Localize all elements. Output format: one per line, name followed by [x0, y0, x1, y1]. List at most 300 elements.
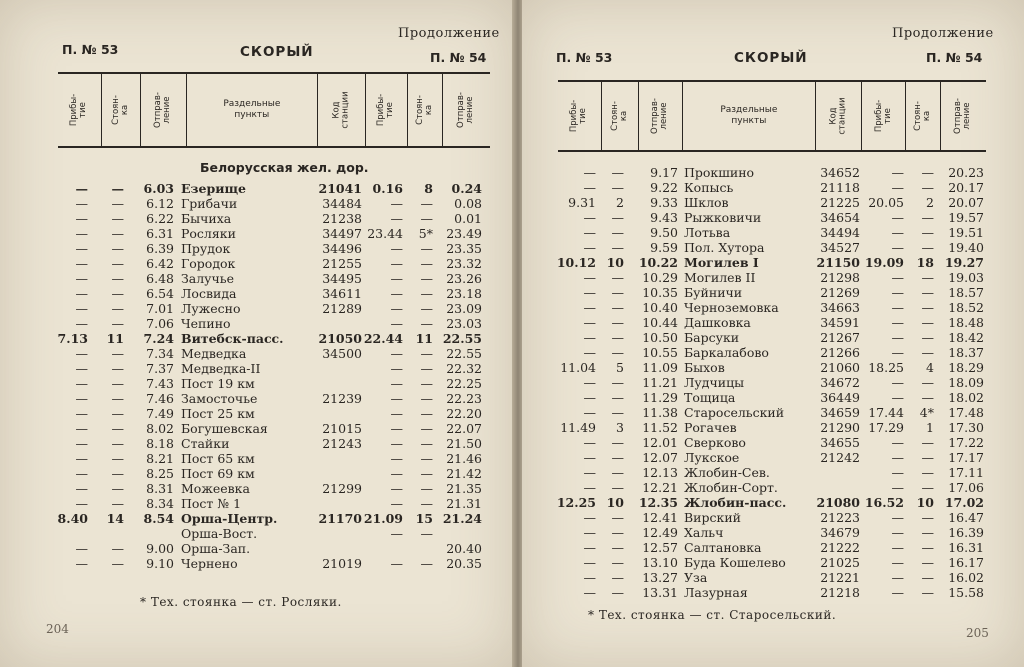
- table-row: [522, 210, 1024, 225]
- table-row: [522, 180, 1024, 195]
- train-type-title: СКОРЫЙ: [734, 50, 808, 66]
- cell-stop-return: —: [420, 436, 433, 451]
- cell-stop: —: [111, 421, 124, 436]
- cell-arrival: —: [75, 436, 88, 451]
- cell-station: Замосточье: [181, 391, 258, 406]
- header-departure: [141, 74, 187, 146]
- cell-arrival-return: —: [390, 346, 403, 361]
- cell-stop: —: [611, 450, 624, 465]
- table-row: [522, 540, 1024, 555]
- footnote: * Тех. стоянка — ст. Старосельский.: [588, 608, 837, 622]
- timetable-rows: [522, 165, 1024, 600]
- continuation-label: Продолжение: [892, 26, 994, 41]
- cell-stop-return: —: [420, 211, 433, 226]
- cell-code: 34652: [820, 165, 860, 180]
- cell-stop-return: —: [921, 450, 934, 465]
- cell-departure-return: 19.27: [944, 255, 984, 270]
- cell-departure-return: 17.22: [948, 435, 984, 450]
- cell-stop: —: [111, 226, 124, 241]
- table-row: [522, 420, 1024, 435]
- cell-code: 21239: [322, 391, 362, 406]
- cell-stop: —: [611, 285, 624, 300]
- cell-arrival-return: —: [390, 391, 403, 406]
- cell-stop-return: —: [420, 376, 433, 391]
- cell-stop-return: —: [921, 285, 934, 300]
- cell-departure: 9.17: [650, 165, 678, 180]
- table-row: [522, 255, 1024, 270]
- cell-arrival: —: [583, 435, 596, 450]
- cell-arrival: —: [583, 345, 596, 360]
- table-row: [0, 286, 514, 301]
- cell-station: Пост 65 км: [181, 451, 255, 466]
- cell-arrival: —: [75, 361, 88, 376]
- header-code: [318, 74, 366, 146]
- cell-departure-return: 15.58: [948, 585, 984, 600]
- cell-arrival-return: —: [390, 361, 403, 376]
- cell-arrival: —: [75, 301, 88, 316]
- cell-departure-return: 17.17: [948, 450, 984, 465]
- cell-stop: —: [611, 180, 624, 195]
- cell-arrival: —: [75, 226, 88, 241]
- cell-departure: 9.33: [650, 195, 678, 210]
- cell-arrival-return: 22.44: [363, 331, 403, 346]
- cell-departure: 8.25: [146, 466, 174, 481]
- cell-stop-return: —: [420, 481, 433, 496]
- cell-departure: 10.35: [642, 285, 678, 300]
- cell-code: 34611: [322, 286, 362, 301]
- table-row: [522, 360, 1024, 375]
- cell-station: Пол. Хутора: [684, 240, 765, 255]
- cell-arrival: —: [75, 241, 88, 256]
- cell-departure: 9.43: [650, 210, 678, 225]
- cell-code: 21289: [322, 301, 362, 316]
- cell-arrival: —: [583, 390, 596, 405]
- cell-stop: —: [611, 570, 624, 585]
- cell-stop: —: [111, 481, 124, 496]
- table-row: [522, 585, 1024, 600]
- cell-departure-return: 20.17: [948, 180, 984, 195]
- table-row: [522, 345, 1024, 360]
- train-number-left: П. № 53: [62, 42, 119, 57]
- header-departure-return: [941, 82, 986, 150]
- cell-departure: 9.50: [650, 225, 678, 240]
- cell-departure-return: 16.47: [948, 510, 984, 525]
- header-stop: [602, 82, 638, 150]
- cell-stop-return: —: [921, 180, 934, 195]
- cell-station: Витебск-пасс.: [181, 331, 284, 346]
- cell-arrival-return: —: [891, 375, 904, 390]
- cell-arrival: —: [583, 285, 596, 300]
- cell-code: 21080: [816, 495, 860, 510]
- cell-station: Стайки: [181, 436, 230, 451]
- cell-station: Медведка-II: [181, 361, 261, 376]
- cell-stop-return: —: [921, 570, 934, 585]
- cell-station: Лазурная: [684, 585, 748, 600]
- cell-arrival-return: 17.29: [868, 420, 904, 435]
- cell-station: Пост № 1: [181, 496, 242, 511]
- cell-arrival-return: —: [390, 241, 403, 256]
- cell-stop: 2: [616, 195, 624, 210]
- cell-arrival: —: [75, 271, 88, 286]
- cell-station: Орша-Центр.: [181, 511, 278, 526]
- cell-stop-return: —: [921, 165, 934, 180]
- cell-departure: 11.29: [642, 390, 678, 405]
- table-row: [522, 405, 1024, 420]
- table-row: [0, 361, 514, 376]
- cell-arrival: —: [75, 541, 88, 556]
- cell-departure: 7.37: [146, 361, 174, 376]
- train-number-left: П. № 53: [556, 50, 613, 65]
- cell-stop-return: 18: [916, 255, 934, 270]
- cell-stop-return: —: [921, 315, 934, 330]
- table-row: [522, 570, 1024, 585]
- cell-arrival-return: —: [891, 480, 904, 495]
- cell-arrival: —: [75, 211, 88, 226]
- cell-departure-return: 21.50: [446, 436, 482, 451]
- cell-code: 34495: [322, 271, 362, 286]
- header-label: Прибы- тие: [376, 93, 396, 127]
- cell-departure: 7.06: [146, 316, 174, 331]
- cell-departure: 11.38: [642, 405, 678, 420]
- cell-station: Прокшино: [684, 165, 755, 180]
- header-arrival-return: [366, 74, 408, 146]
- cell-stop-return: —: [921, 270, 934, 285]
- cell-arrival-return: —: [891, 435, 904, 450]
- header-label: Раздельные пункты: [720, 105, 778, 126]
- cell-departure: 12.21: [642, 480, 678, 495]
- cell-station: Жлобин-Сорт.: [684, 480, 778, 495]
- cell-departure-return: 17.11: [948, 465, 984, 480]
- cell-departure: 10.29: [642, 270, 678, 285]
- cell-arrival: —: [583, 180, 596, 195]
- header-departure: [639, 82, 683, 150]
- cell-departure-return: 18.09: [948, 375, 984, 390]
- cell-stop: —: [111, 196, 124, 211]
- cell-arrival: —: [583, 450, 596, 465]
- cell-arrival: —: [583, 210, 596, 225]
- cell-departure: 12.07: [642, 450, 678, 465]
- cell-departure-return: 18.57: [948, 285, 984, 300]
- cell-arrival-return: —: [891, 525, 904, 540]
- cell-code: 21150: [816, 255, 860, 270]
- cell-departure-return: 18.48: [948, 315, 984, 330]
- cell-departure: 8.31: [146, 481, 174, 496]
- cell-stop-return: —: [921, 330, 934, 345]
- cell-stop: —: [111, 241, 124, 256]
- cell-stop-return: —: [420, 466, 433, 481]
- train-number-right: П. № 54: [926, 50, 983, 65]
- cell-departure: 11.09: [642, 360, 678, 375]
- cell-station: Лудчицы: [684, 375, 745, 390]
- cell-arrival: —: [75, 481, 88, 496]
- cell-departure: 11.52: [642, 420, 678, 435]
- cell-departure: 9.22: [650, 180, 678, 195]
- table-row: [522, 300, 1024, 315]
- cell-departure: 12.35: [638, 495, 678, 510]
- cell-stop: —: [611, 300, 624, 315]
- cell-departure-return: 21.31: [446, 496, 482, 511]
- cell-departure-return: 20.35: [446, 556, 482, 571]
- cell-departure-return: 23.03: [446, 316, 482, 331]
- cell-stop-return: —: [921, 240, 934, 255]
- cell-stop: 3: [616, 420, 624, 435]
- cell-code: 21118: [820, 180, 860, 195]
- cell-station: Бычиха: [181, 211, 232, 226]
- header-departure-return: [443, 74, 490, 146]
- cell-station: Лужесно: [181, 301, 241, 316]
- cell-departure-return: 23.49: [446, 226, 482, 241]
- cell-departure: 13.27: [642, 570, 678, 585]
- table-row: [522, 465, 1024, 480]
- cell-departure: 7.43: [146, 376, 174, 391]
- cell-code: 21243: [322, 436, 362, 451]
- cell-stop-return: —: [420, 391, 433, 406]
- cell-stop-return: —: [420, 256, 433, 271]
- cell-arrival-return: 23.44: [367, 226, 403, 241]
- table-row: [522, 510, 1024, 525]
- cell-departure-return: 17.48: [948, 405, 984, 420]
- cell-code: 34484: [322, 196, 362, 211]
- cell-stop-return: —: [420, 286, 433, 301]
- cell-stop: —: [611, 270, 624, 285]
- cell-stop: —: [611, 465, 624, 480]
- cell-departure: 7.01: [146, 301, 174, 316]
- cell-arrival: 11.04: [560, 360, 596, 375]
- cell-station: Жлобин-пасс.: [684, 495, 787, 510]
- cell-station: Чепино: [181, 316, 231, 331]
- cell-code: 21290: [820, 420, 860, 435]
- cell-departure: 10.55: [642, 345, 678, 360]
- cell-station: Сверково: [684, 435, 746, 450]
- cell-code: 34500: [322, 346, 362, 361]
- cell-code: 21060: [820, 360, 860, 375]
- cell-arrival: 11.49: [560, 420, 596, 435]
- cell-arrival-return: —: [891, 465, 904, 480]
- cell-stop: 10: [606, 255, 624, 270]
- table-row: [0, 196, 514, 211]
- cell-stop: —: [611, 390, 624, 405]
- cell-code: 21025: [820, 555, 860, 570]
- cell-station: Пост 69 км: [181, 466, 255, 481]
- cell-arrival: —: [75, 466, 88, 481]
- cell-arrival: 8.40: [57, 511, 88, 526]
- cell-code: 21019: [322, 556, 362, 571]
- cell-arrival: —: [583, 300, 596, 315]
- cell-stop-return: 1: [926, 420, 934, 435]
- table-row: [0, 391, 514, 406]
- cell-departure: 6.54: [146, 286, 174, 301]
- cell-departure-return: 18.42: [948, 330, 984, 345]
- cell-arrival-return: —: [390, 421, 403, 436]
- cell-station: Копысь: [684, 180, 734, 195]
- cell-stop-return: —: [420, 316, 433, 331]
- header-label: Прибы- тие: [569, 99, 589, 133]
- table-row: [522, 195, 1024, 210]
- cell-stop-return: 10: [916, 495, 934, 510]
- cell-arrival: —: [583, 405, 596, 420]
- cell-stop-return: 11: [415, 331, 433, 346]
- cell-station: Рыжковичи: [684, 210, 762, 225]
- cell-code: 34497: [322, 226, 362, 241]
- cell-departure: 8.21: [146, 451, 174, 466]
- cell-station: Уза: [684, 570, 708, 585]
- cell-departure: 6.22: [146, 211, 174, 226]
- cell-stop-return: —: [420, 196, 433, 211]
- cell-arrival-return: —: [891, 165, 904, 180]
- table-row: [0, 346, 514, 361]
- cell-code: 21269: [820, 285, 860, 300]
- cell-stop: —: [611, 315, 624, 330]
- cell-code: 21225: [820, 195, 860, 210]
- section-title: Белорусская жел. дор.: [200, 160, 369, 175]
- cell-departure: 12.13: [642, 465, 678, 480]
- cell-departure: 12.49: [642, 525, 678, 540]
- header-label: Отправ- ление: [153, 92, 173, 128]
- cell-stop: —: [111, 436, 124, 451]
- header-label: Стоян- ка: [609, 101, 629, 131]
- cell-stop: —: [611, 555, 624, 570]
- cell-arrival: —: [583, 525, 596, 540]
- cell-arrival-return: —: [390, 481, 403, 496]
- table-row: [522, 435, 1024, 450]
- cell-code: 21242: [820, 450, 860, 465]
- cell-departure: 13.10: [642, 555, 678, 570]
- cell-departure: 9.59: [650, 240, 678, 255]
- cell-arrival: —: [75, 316, 88, 331]
- right-page: [522, 0, 1024, 667]
- cell-code: 21267: [820, 330, 860, 345]
- cell-departure-return: 19.57: [948, 210, 984, 225]
- table-row: [0, 226, 514, 241]
- table-row: [0, 406, 514, 421]
- cell-stop-return: —: [420, 346, 433, 361]
- cell-departure-return: 22.07: [446, 421, 482, 436]
- table-row: [522, 225, 1024, 240]
- cell-stop-return: —: [921, 390, 934, 405]
- header-stop-return: [408, 74, 442, 146]
- cell-code: 21298: [820, 270, 860, 285]
- timetable-rows: [0, 181, 514, 571]
- cell-departure-return: 23.35: [446, 241, 482, 256]
- cell-arrival: —: [75, 376, 88, 391]
- cell-departure-return: 19.40: [948, 240, 984, 255]
- cell-station: Могилев I: [684, 255, 759, 270]
- cell-station: Старосельский: [684, 405, 785, 420]
- cell-arrival-return: 20.05: [868, 195, 904, 210]
- train-type-title: СКОРЫЙ: [240, 44, 314, 60]
- cell-station: Вирский: [684, 510, 741, 525]
- header-station: [187, 74, 318, 146]
- cell-departure-return: 21.35: [446, 481, 482, 496]
- cell-code: 21222: [820, 540, 860, 555]
- cell-departure: 6.12: [146, 196, 174, 211]
- cell-departure-return: 17.02: [944, 495, 984, 510]
- cell-stop-return: —: [420, 361, 433, 376]
- table-row: [0, 556, 514, 571]
- header-arrival: [558, 82, 602, 150]
- cell-arrival-return: —: [891, 555, 904, 570]
- cell-stop-return: —: [921, 480, 934, 495]
- cell-stop: —: [111, 181, 124, 196]
- cell-departure: 8.18: [146, 436, 174, 451]
- cell-departure: 7.46: [146, 391, 174, 406]
- cell-stop: —: [611, 585, 624, 600]
- cell-arrival: —: [583, 510, 596, 525]
- cell-departure: 6.31: [146, 226, 174, 241]
- cell-departure-return: 23.09: [446, 301, 482, 316]
- cell-station: Городок: [181, 256, 236, 271]
- cell-stop-return: —: [921, 585, 934, 600]
- cell-arrival: —: [583, 540, 596, 555]
- cell-arrival-return: —: [891, 225, 904, 240]
- cell-code: 21170: [318, 511, 362, 526]
- cell-station: Тощица: [684, 390, 736, 405]
- cell-stop: —: [611, 240, 624, 255]
- cell-departure-return: 19.03: [948, 270, 984, 285]
- cell-arrival-return: —: [891, 585, 904, 600]
- cell-stop: 10: [606, 495, 624, 510]
- cell-station: Быхов: [684, 360, 725, 375]
- cell-stop: 11: [106, 331, 124, 346]
- cell-departure: 8.02: [146, 421, 174, 436]
- cell-arrival-return: —: [891, 210, 904, 225]
- header-arrival: [58, 74, 102, 146]
- cell-code: 21015: [322, 421, 362, 436]
- cell-station: Пост 19 км: [181, 376, 255, 391]
- cell-arrival: —: [75, 421, 88, 436]
- cell-station: Жлобин-Сев.: [684, 465, 770, 480]
- cell-arrival-return: —: [390, 406, 403, 421]
- cell-code: 34496: [322, 241, 362, 256]
- table-row: [0, 316, 514, 331]
- cell-station: Залучье: [181, 271, 235, 286]
- cell-departure-return: 0.24: [451, 181, 482, 196]
- cell-departure: 6.03: [143, 181, 174, 196]
- cell-arrival-return: —: [390, 451, 403, 466]
- cell-stop-return: —: [921, 210, 934, 225]
- cell-stop-return: —: [420, 271, 433, 286]
- cell-departure: 7.24: [143, 331, 174, 346]
- cell-arrival: —: [75, 181, 88, 196]
- table-row: [522, 390, 1024, 405]
- cell-stop: —: [111, 271, 124, 286]
- cell-arrival-return: —: [390, 211, 403, 226]
- cell-arrival-return: —: [390, 271, 403, 286]
- footnote: * Тех. стоянка — ст. Росляки.: [140, 595, 342, 609]
- header-stop-return: [906, 82, 940, 150]
- cell-code: 34672: [820, 375, 860, 390]
- cell-stop-return: —: [921, 525, 934, 540]
- table-row: [0, 256, 514, 271]
- cell-station: Черноземовка: [684, 300, 779, 315]
- cell-code: 34663: [820, 300, 860, 315]
- cell-stop: —: [611, 345, 624, 360]
- cell-station: Можеевка: [181, 481, 250, 496]
- cell-stop-return: —: [921, 540, 934, 555]
- cell-stop-return: —: [420, 241, 433, 256]
- cell-arrival: —: [75, 451, 88, 466]
- cell-arrival-return: —: [891, 270, 904, 285]
- cell-stop-return: 5*: [418, 226, 433, 241]
- cell-arrival-return: —: [891, 285, 904, 300]
- cell-stop-return: —: [420, 421, 433, 436]
- cell-arrival: 10.12: [556, 255, 596, 270]
- cell-departure-return: 18.37: [948, 345, 984, 360]
- cell-code: 34494: [820, 225, 860, 240]
- cell-arrival: —: [583, 375, 596, 390]
- cell-departure-return: 18.52: [948, 300, 984, 315]
- cell-arrival-return: 18.25: [868, 360, 904, 375]
